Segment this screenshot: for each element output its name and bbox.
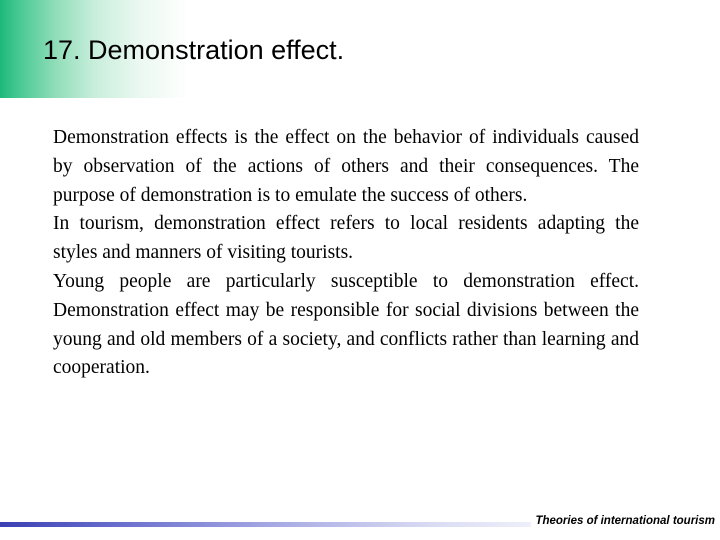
- footer-label: Theories of international tourism: [531, 513, 716, 529]
- paragraph-tourism: In tourism, demonstration effect refers to local residents adapting the styles and manners of visiting tourists.: [53, 213, 639, 264]
- paragraph-definition: Demonstration effects is the effect on the behavior of individuals caused by observation of the actions of others and their consequences. The purpose of demonstration is to emulate the success of others.: [53, 127, 639, 206]
- paragraph-young-people: Young people are particularly susceptible to demonstration effect. Demonstration effect may be responsible for social divisions between the young and old members of a society, and conflicts rather than learning and cooperation.: [53, 270, 639, 379]
- slide-title: 17. Demonstration effect.: [43, 35, 345, 65]
- slide-body: [53, 124, 639, 383]
